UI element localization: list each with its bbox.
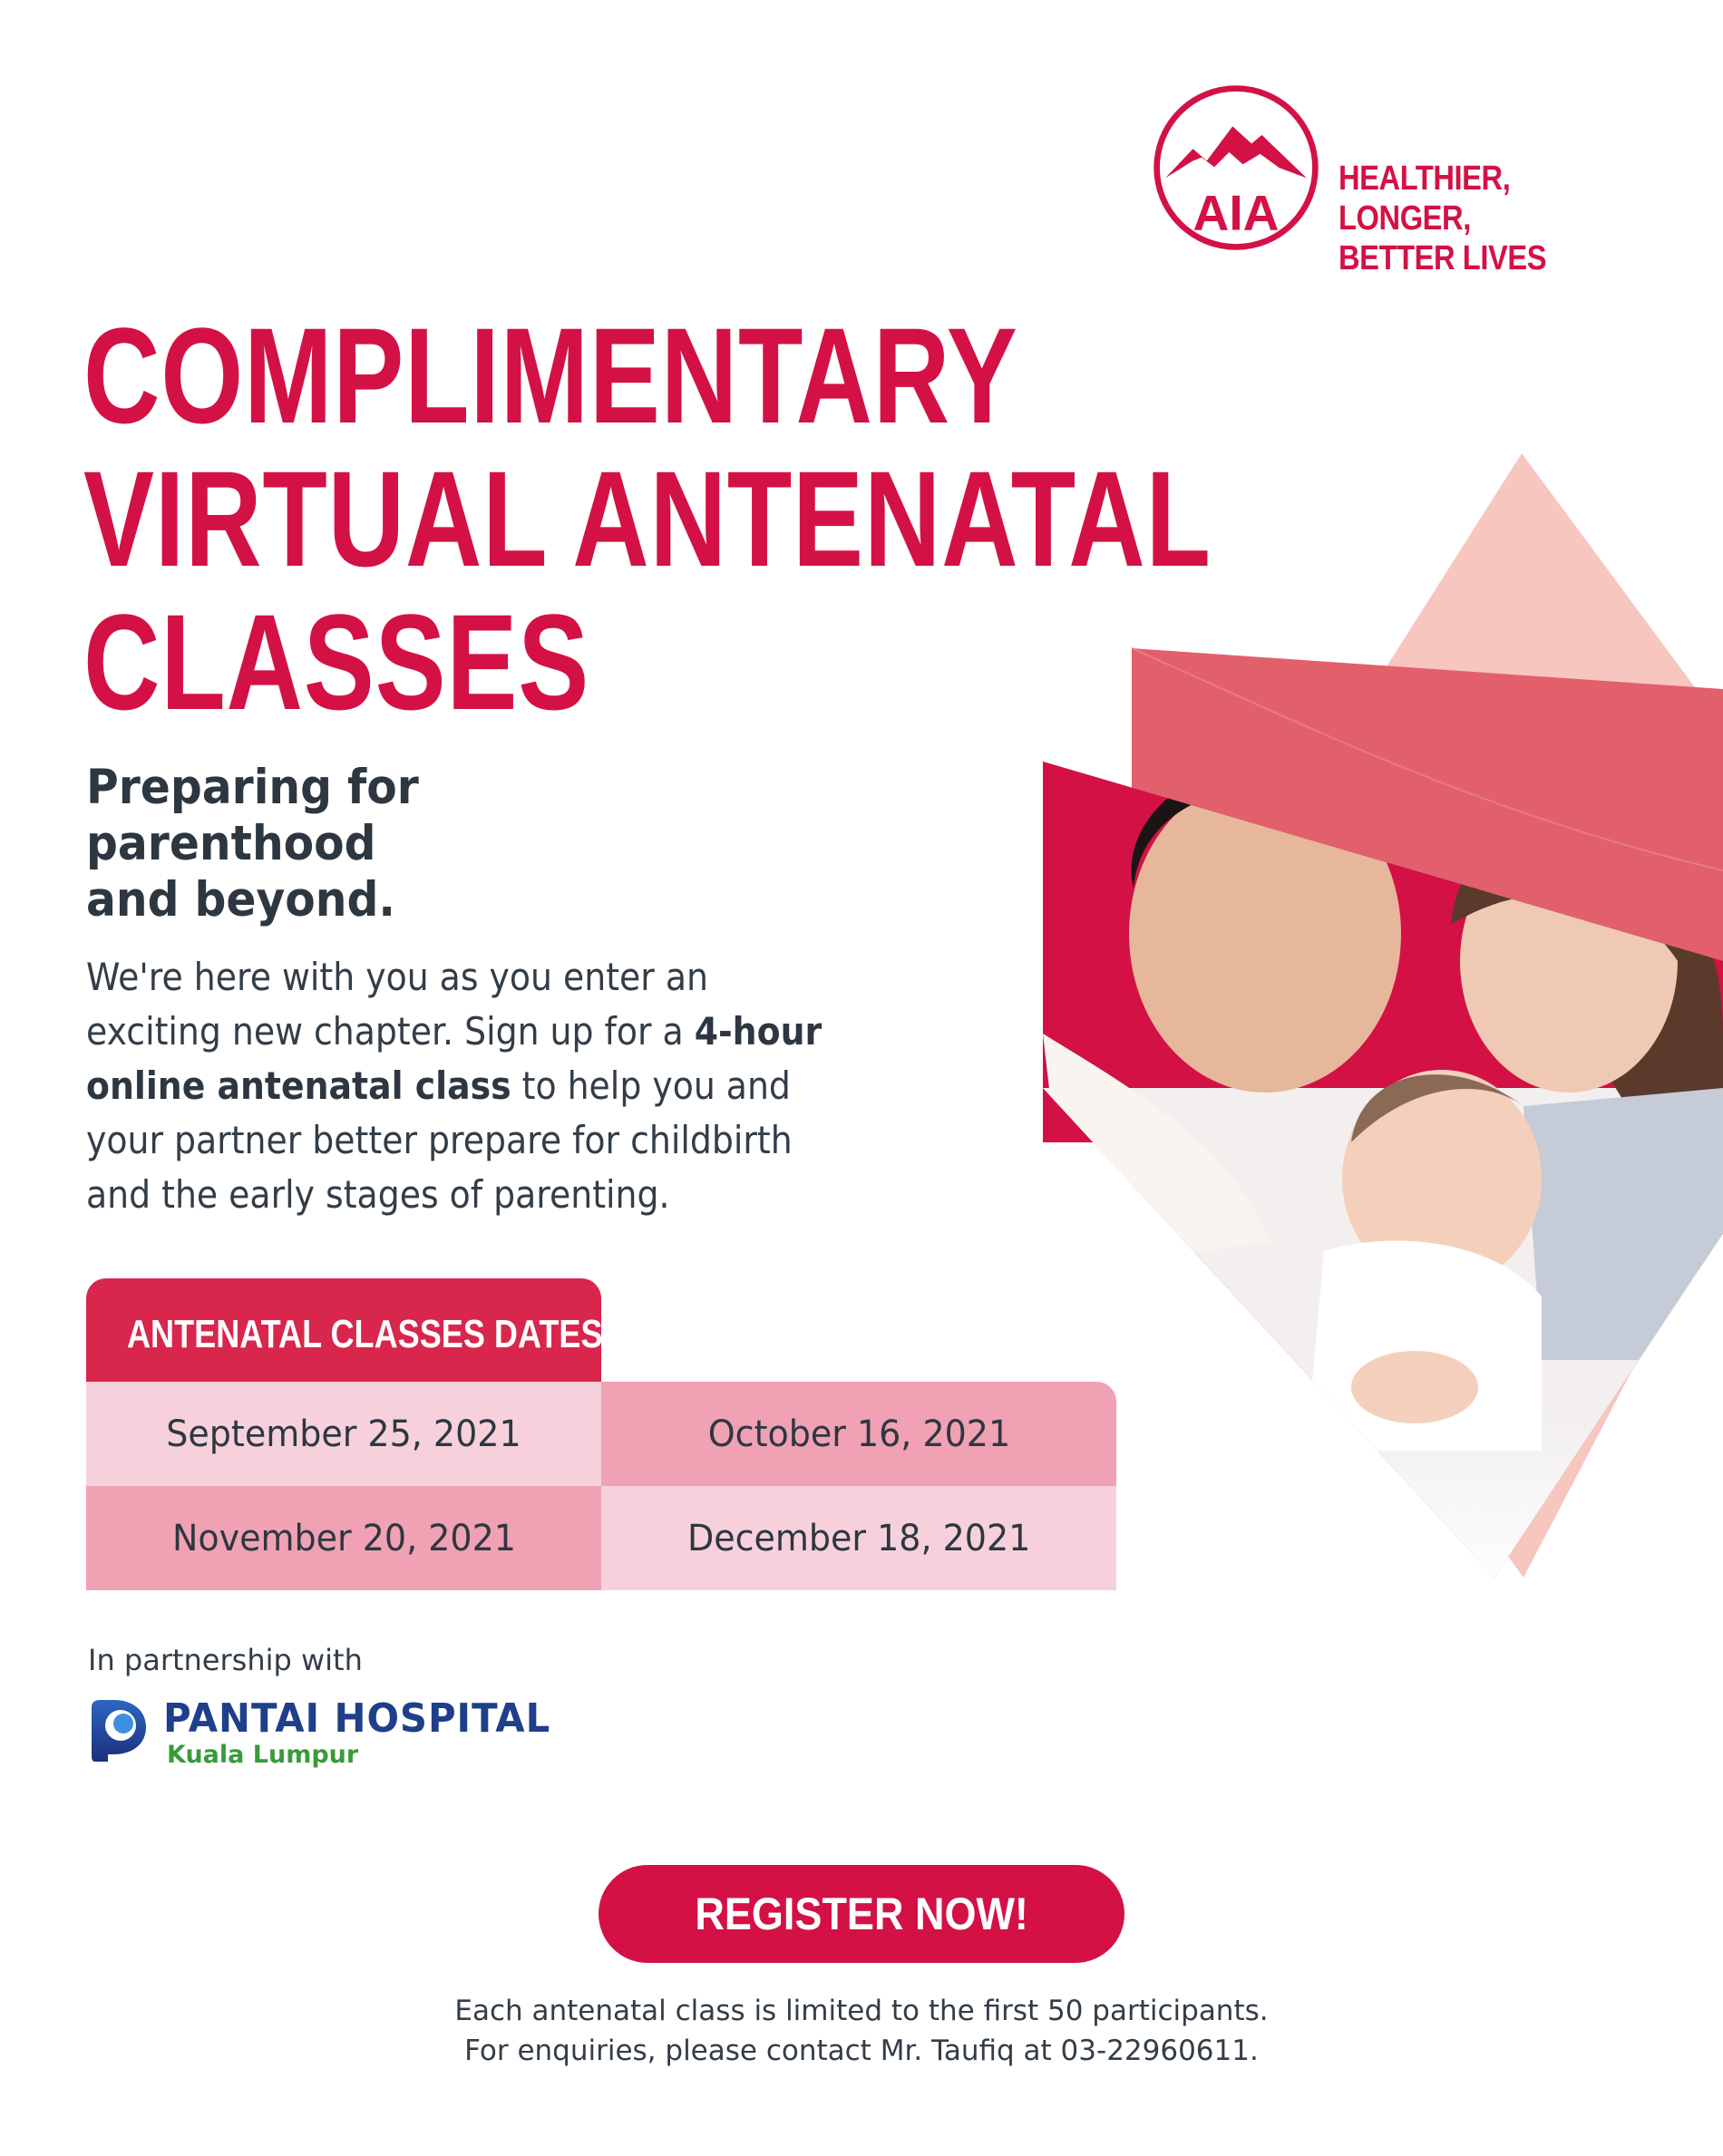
body-line-3: to help you and [511, 1063, 791, 1108]
partner-name: PANTAI HOSPITAL [163, 1695, 551, 1742]
date-cell [86, 1382, 601, 1486]
footnote-line-2: For enquiries, please contact Mr. Taufiq at 03-22960611. [464, 2035, 1259, 2067]
footnote-line-1: Each antenatal class is limited to the first 50 participants. [454, 1995, 1269, 2027]
body-line-1: We're here with you as you enter an [86, 955, 708, 999]
body-class-type: online antenatal class [86, 1063, 511, 1108]
dates-header-label: ANTENATAL CLASSES DATES: [127, 1312, 614, 1356]
register-now-button[interactable] [599, 1865, 1124, 1963]
body-duration: 4-hour [694, 1009, 823, 1054]
body-line-4: your partner better prepare for childbirth [86, 1118, 793, 1162]
date-cell [601, 1486, 1116, 1590]
logo-text: AIA [1192, 184, 1280, 241]
page-title [83, 299, 1212, 738]
title-line-3: CLASSES [83, 586, 590, 738]
date-text: September 25, 2021 [166, 1413, 521, 1455]
subheadline-line-2: and beyond. [86, 872, 395, 927]
subheadline-line-1: Preparing for parenthood [86, 760, 419, 871]
partnership-label: In partnership with [88, 1643, 363, 1677]
date-text: October 16, 2021 [707, 1413, 1010, 1455]
date-cell [601, 1382, 1116, 1486]
tagline-line-2: BETTER LIVES [1338, 239, 1547, 277]
aia-logo-icon [1150, 82, 1322, 254]
date-text: December 18, 2021 [686, 1517, 1031, 1559]
date-text: November 20, 2021 [171, 1517, 516, 1559]
title-line-1: COMPLIMENTARY [83, 299, 1018, 452]
partner-location: Kuala Lumpur [167, 1741, 359, 1769]
footnote [363, 1991, 1360, 2071]
body-line-5: and the early stages of parenting. [86, 1172, 670, 1217]
body-copy [86, 950, 902, 1222]
brand-tagline [1338, 159, 1620, 278]
tagline-line-1: HEALTHIER, LONGER, [1338, 160, 1511, 238]
pantai-hospital-logo-icon [86, 1698, 150, 1763]
date-cell [86, 1486, 601, 1590]
hero-family-photo [1034, 453, 1723, 1668]
subheadline [86, 760, 720, 928]
register-button-label: REGISTER NOW! [695, 1889, 1028, 1939]
title-line-2: VIRTUAL ANTENATAL [83, 442, 1212, 595]
body-line-2: exciting new chapter. Sign up for a [86, 1009, 695, 1054]
